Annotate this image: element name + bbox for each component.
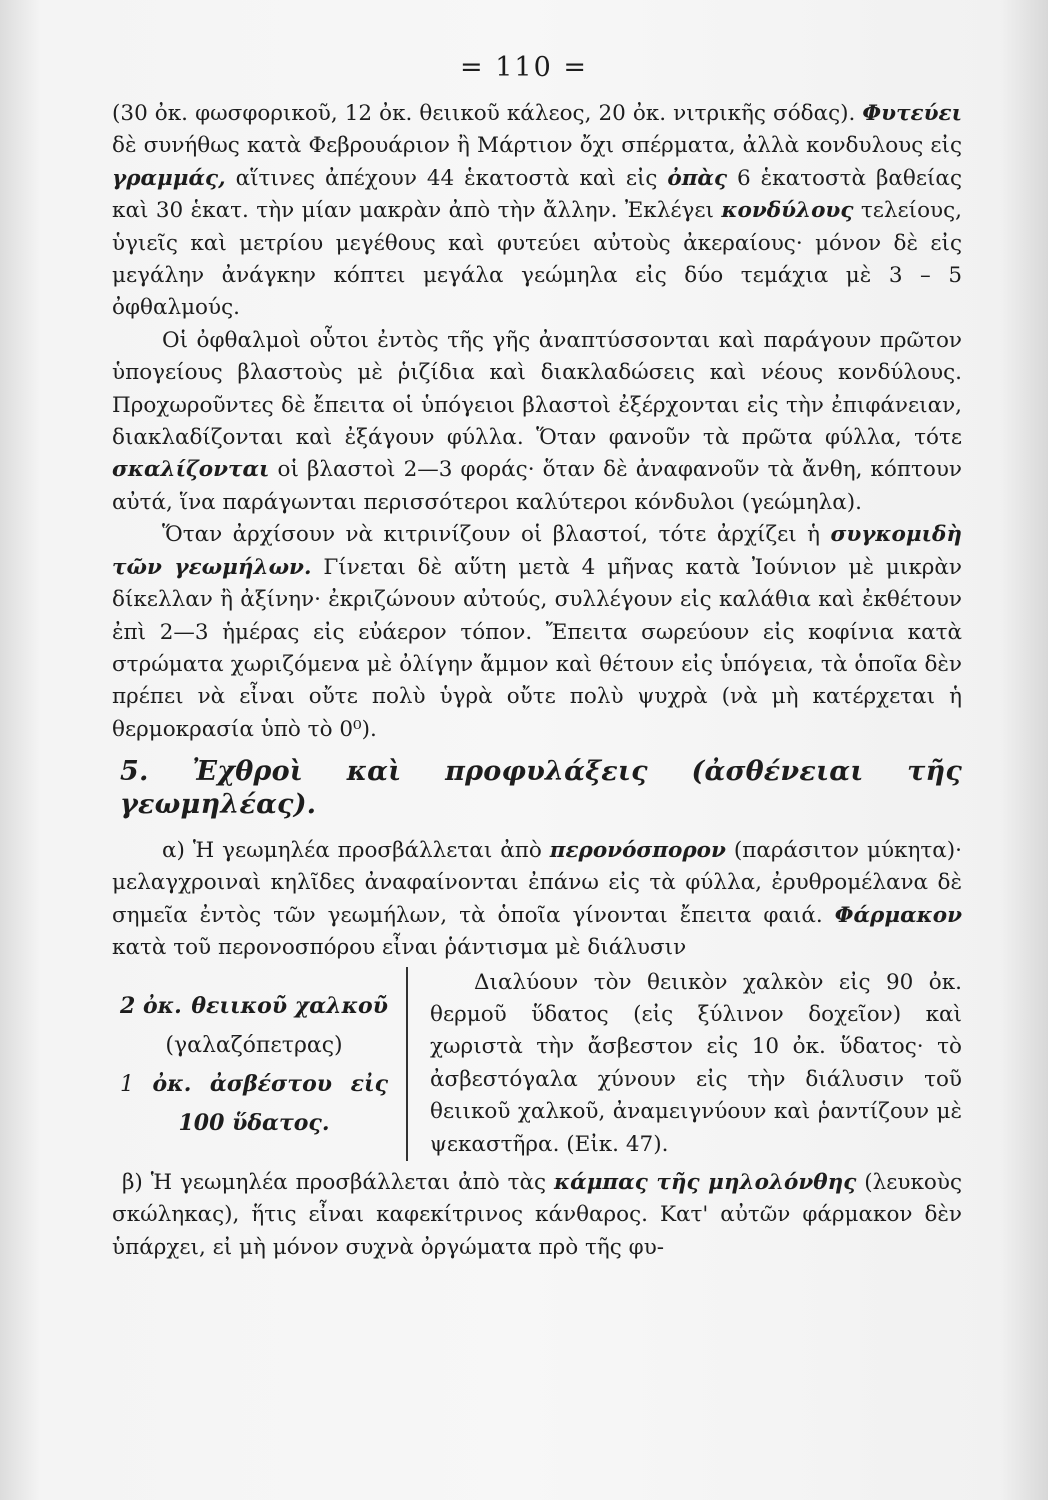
term-grammas: γραμμάς, [112,165,226,191]
ingredient-lime [120,1065,388,1104]
ingredient-copper-sulfate [120,987,388,1026]
term-fyteuei: Φυτεύει [862,101,962,126]
paragraph-peronospora: α) Ἡ γεωμηλέα προσβάλλεται ἀπὸ περονόσπορον (παράσιτον μύκητα)· μελαγχροιναὶ κηλῖδες ἀναφαίνονται ἐπάνω εἰς τὰ φύλλα, ἐρυθρομέλανα δὲ σημεῖα ἐντὸς τῶν γεωμήλων, τὰ ὁποῖα γίνονται ἔπειτα φαιά. Φάρμακον κατὰ τοῦ περονοσπόρου εἶναι ῥάντισμα μὲ διάλυσιν [112,837,962,961]
copper-amount: 2 ὀκ. [120,992,182,1019]
term-farmakon: Φάρμακον [834,902,962,928]
lime-unit: ὀκ. [152,1070,192,1097]
term-kondylous: κονδύλους [721,198,854,224]
paragraph-growth: Οἱ ὀφθαλμοὶ οὗτοι ἐντὸς τῆς γῆς ἀναπτύσσονται καὶ παράγουν πρῶτον ὑπογείους βλαστοὺς μὲ ῥιζίδια καὶ διακλαδώσεις καὶ νέους κονδύλους. Προχωροῦντες δὲ ἔπειτα οἱ ὑπόγειοι βλαστοὶ ἐξέρχονται εἰς τὴν ἐπιφάνειαν, διακλαδίζονται καὶ ἐξάγουν φύλλα. Ὅταν φανοῦν τὰ πρῶτα φύλλα, τότε σκαλίζονται οἱ βλαστοὶ 2—3 φοράς· ὅταν δὲ ἀναφανοῦν τὰ ἄνθη, κόπτουν αὐτά, ἵνα παράγωνται περισσότεροι καλύτεροι κόνδυλοι (γεώμηλα). [112,327,962,515]
term-skalizontai: σκαλίζονται [112,457,270,483]
term-harvest: συγκομιδὴ τῶν γεωμήλων. [112,522,962,580]
section-heading: 5. Ἐχθροὶ καὶ προφυλάξεις (ἀσθένειαι τῆς γεωμηλέας). [120,756,962,820]
body-text [112,98,962,1264]
recipe-instructions: Διαλύουν τὸν θειικὸν χαλκὸν εἰς 90 ὀκ. θερμοῦ ὕδατος (εἰς ξύλινον δοχεῖον) καὶ χωριστὰ τὴν ἄσβεστον εἰς 10 ὀκ. ὕδατος· τὸ ἀσβεστόγαλα χύνουν εἰς τὴν διάλυσιν τοῦ θειικοῦ χαλκοῦ, ἀναμειγνύουν καὶ ῥαντίζουν μὲ ψεκαστῆρα. (Εἰκ. 47). [430,969,962,1157]
lime-name: ἀσβέστου [209,1070,333,1097]
term-kampas: κάμπας τῆς μηλολόνθης [554,1170,857,1195]
copper-name: θειικοῦ χαλκοῦ [191,992,388,1019]
term-opas: ὀπὰς [667,165,728,191]
lime-prep: εἰς [350,1070,388,1097]
water-amount: 100 ὕδατος. [178,1109,330,1136]
recipe-ingredients [112,967,408,1161]
term-peronosporon: περονόσπορον [549,837,726,863]
paragraph-harvest: Ὅταν ἀρχίσουν νὰ κιτρινίζουν οἱ βλαστοί, τότε ἀρχίζει ἡ συγκομιδὴ τῶν γεωμήλων. Γίνεται δὲ αὕτη μετὰ 4 μῆνας κατὰ Ἰούνιον μὲ μικρὰν δίκελλαν ἢ ἀξίνην· ἐκριζώνουν αὐτούς, συλλέγουν εἰς καλάθια καὶ ἐκθέτουν ἐπὶ 2—3 ἡμέρας εἰς εὐάερον τόπον. Ἔπειτα σωρεύουν εἰς κοφίνια κατὰ στρώματα χωριζόμενα μὲ ὀλίγην ἄμμον καὶ θέτουν εἰς ὑπόγεια, τὰ ὁποῖα δὲν πρέπει νὰ εἶναι οὔτε πολὺ ὑγρὰ οὔτε πολὺ ψυχρὰ (νὰ μὴ κατέρχεται ἡ θερμοκρασία ὑπὸ τὸ 0⁰). [112,522,962,742]
paragraph-planting: (30 ὀκ. φωσφορικοῦ, 12 ὀκ. θειικοῦ κάλεος, 20 ὀκ. νιτρικῆς σόδας). Φυτεύει δὲ συνήθως κατὰ Φεβρουάριον ἢ Μάρτιον ὄχι σπέρματα, ἀλλὰ κονδυλους εἰς γραμμάς, αἵτινες ἀπέχουν 44 ἑκατοστὰ καὶ εἰς ὀπὰς 6 ἑκατοστὰ βαθείας καὶ 30 ἑκατ. τὴν μίαν μακρὰν ἀπὸ τὴν ἄλλην. Ἐκλέγει κονδύλους τελείους, ὑγιεῖς καὶ μετρίου μεγέθους καὶ φυτεύει αὐτοὺς ἀκεραίους· μόνον δὲ εἰς μεγάλην ἀνάγκην κόπτει μεγάλα γεώμηλα εἰς δύο τεμάχια μὲ 3 – 5 ὀφθαλμούς. [112,101,962,321]
copper-note: (γαλαζόπετρας) [165,1032,343,1058]
recipe-block [112,967,962,1161]
paragraph-melolontha: β) Ἡ γεωμηλέα προσβάλλεται ἀπὸ τὰς κάμπας τῆς μηλολόνθης (λευκοὺς σκώληκας), ἥτις εἶναι καφεκίτρινος κάνθαρος. Κατ' αὐτῶν φάρμακον δὲν ὑπάρχει, εἰ μὴ μόνον συχνὰ ὀργώματα πρὸ τῆς φυ- [112,1170,962,1260]
page-number: = 110 = [460,52,588,83]
lime-amount: 1 [120,1071,134,1097]
